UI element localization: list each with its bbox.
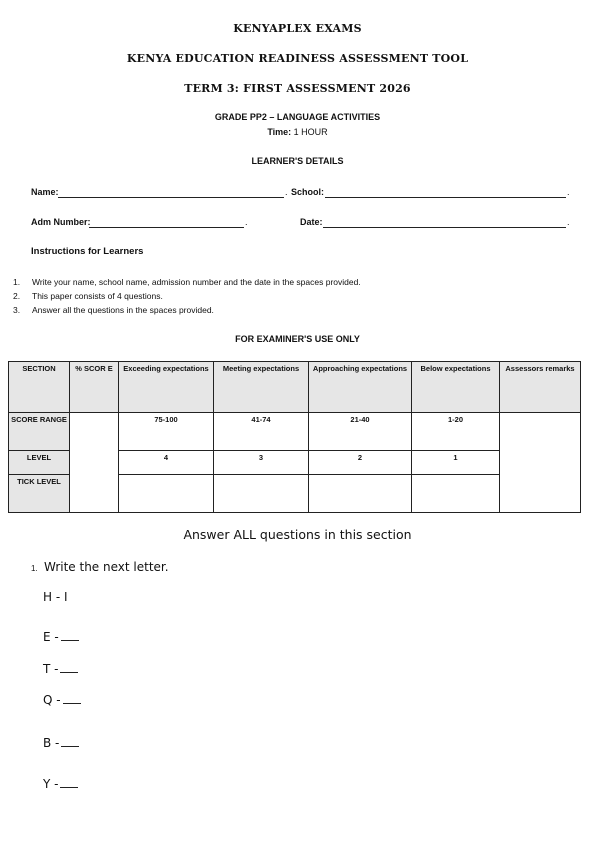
term-title: TERM 3: FIRST ASSESSMENT 2026: [184, 82, 411, 95]
time-line: [0, 127, 595, 137]
col-header-approaching: Approaching expectations: [309, 362, 412, 413]
time-label: Time:: [267, 127, 292, 137]
instruction-item: [13, 305, 214, 315]
answer-item: [43, 693, 81, 707]
table-header-row: [9, 362, 581, 413]
tick-cell[interactable]: [119, 475, 214, 513]
instruction-text: Answer all the questions in the spaces provided.: [32, 305, 214, 315]
time-value: 1 HOUR: [293, 127, 328, 137]
instruction-num: 3.: [13, 305, 21, 315]
instruction-num: 1.: [13, 277, 21, 287]
instruction-item: [13, 291, 163, 301]
instruction-text: This paper consists of 4 questions.: [32, 291, 163, 301]
example-answer: H - I: [43, 590, 68, 604]
question-number: 1.: [31, 564, 38, 573]
school-dot: .: [567, 187, 570, 197]
instruction-num: 2.: [13, 291, 21, 301]
instructions-title: Instructions for Learners: [31, 246, 144, 257]
tick-cell[interactable]: [412, 475, 500, 513]
answer-item: [43, 777, 78, 791]
answer-blank[interactable]: [61, 736, 79, 747]
date-label: Date:: [300, 217, 323, 227]
instruction-text: Write your name, school name, admission number and the date in the spaces provided.: [32, 277, 361, 287]
answer-prompt: E -: [43, 630, 59, 644]
tool-title: KENYA EDUCATION READINESS ASSESSMENT TOOL: [126, 52, 469, 65]
grade-title: GRADE PP2 – LANGUAGE ACTIVITIES: [214, 112, 381, 122]
answer-prompt: B -: [43, 736, 60, 750]
col-header-below: Below expectations: [412, 362, 500, 413]
section-title: Answer ALL questions in this section: [183, 527, 412, 542]
tick-cell[interactable]: [309, 475, 412, 513]
col-header-meeting: Meeting expectations: [214, 362, 309, 413]
col-header-exceeding: Exceeding expectations: [119, 362, 214, 413]
question-prompt: Write the next letter.: [44, 560, 169, 574]
table-cell: 41-74: [214, 413, 309, 451]
col-header-section: SECTION: [9, 362, 70, 413]
examiner-title: FOR EXAMINER'S USE ONLY: [235, 334, 360, 344]
answer-blank[interactable]: [60, 662, 78, 673]
answer-prompt: Q -: [43, 693, 61, 707]
table-cell: 21-40: [309, 413, 412, 451]
name-field[interactable]: [58, 197, 284, 198]
adm-field[interactable]: [89, 227, 244, 228]
school-label: School:: [291, 187, 324, 197]
date-dot: .: [567, 217, 570, 227]
date-field[interactable]: [323, 227, 566, 228]
answer-blank[interactable]: [63, 693, 81, 704]
row-label-level: LEVEL: [9, 451, 70, 475]
examiner-table: [8, 361, 581, 513]
name-label: Name:: [31, 187, 59, 197]
col-header-remarks: Assessors remarks: [500, 362, 581, 413]
table-row: [9, 413, 581, 451]
answer-item: [43, 630, 79, 644]
table-cell: 2: [309, 451, 412, 475]
table-cell: 4: [119, 451, 214, 475]
answer-prompt: T -: [43, 662, 59, 676]
row-label-tick-level: TICK LEVEL: [9, 475, 70, 513]
answer-blank[interactable]: [60, 777, 78, 788]
school-field[interactable]: [325, 197, 566, 198]
adm-label: Adm Number:: [31, 217, 91, 227]
org-title: KENYAPLEX EXAMS: [233, 22, 362, 35]
remarks-cell[interactable]: [500, 413, 581, 513]
answer-item: [43, 662, 78, 676]
tick-cell[interactable]: [214, 475, 309, 513]
table-cell: 1-20: [412, 413, 500, 451]
name-dot: .: [285, 187, 288, 197]
table-cell: 75-100: [119, 413, 214, 451]
row-label-score-range: SCORE RANGE: [9, 413, 70, 451]
answer-blank[interactable]: [61, 630, 79, 641]
adm-dot: .: [245, 217, 248, 227]
answer-item: [43, 736, 79, 750]
instruction-item: [13, 277, 361, 287]
score-cell[interactable]: [70, 413, 119, 513]
answer-prompt: Y -: [43, 777, 59, 791]
table-cell: 3: [214, 451, 309, 475]
table-cell: 1: [412, 451, 500, 475]
learner-details-title: LEARNER'S DETAILS: [251, 156, 344, 166]
col-header-score: % SCOR E: [70, 362, 119, 413]
